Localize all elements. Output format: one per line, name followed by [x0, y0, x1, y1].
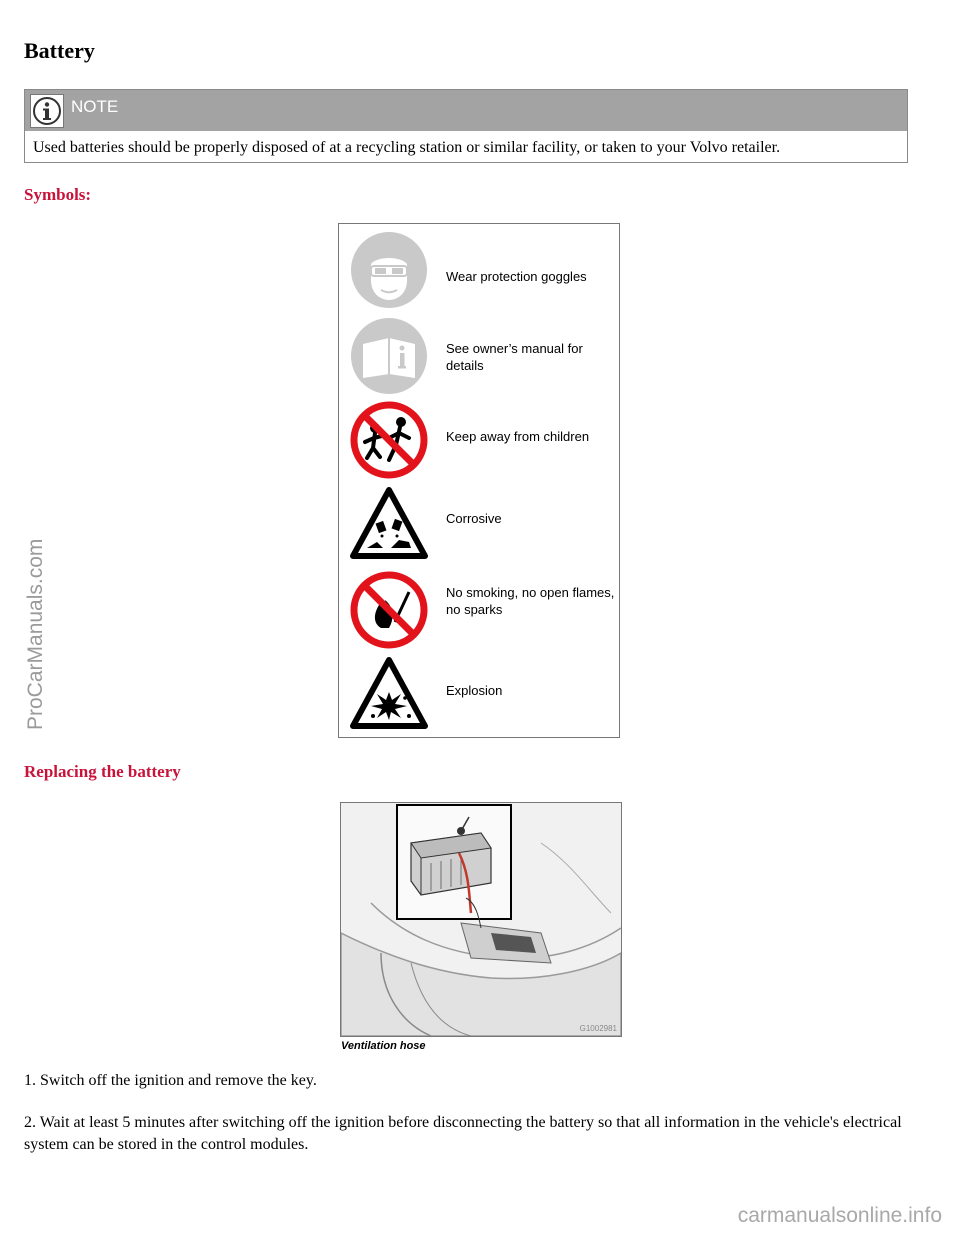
note-header	[25, 90, 907, 131]
symbol-row-goggles	[339, 226, 619, 310]
no-children-icon	[349, 400, 429, 480]
page-title: Battery	[24, 38, 95, 63]
symbol-label: Explosion	[446, 683, 503, 698]
battery-compartment-drawing	[341, 803, 621, 1036]
explosion-icon	[349, 654, 429, 734]
goggles-icon	[349, 230, 429, 310]
watermark-procarmanuals: ProCarManuals.com	[24, 538, 47, 730]
symbol-row-explosion	[339, 650, 619, 734]
note-label: NOTE	[71, 97, 119, 116]
symbol-label: Corrosive	[446, 511, 502, 526]
watermark-carmanualsonline: carmanualsonline.info	[737, 1204, 942, 1227]
corrosive-icon	[349, 484, 429, 564]
note-text: Used batteries should be properly disposed of at a recycling station or similar facility, or taken to your Volvo retailer.	[33, 139, 781, 156]
symbol-row-manual	[339, 312, 619, 396]
symbol-label: Keep away from children	[446, 429, 590, 444]
figure-code: G1002981	[579, 1024, 617, 1033]
symbol-label: See owner’s manual for details	[446, 341, 583, 373]
symbol-label: Wear protection goggles	[446, 269, 587, 284]
no-smoking-icon	[349, 570, 429, 650]
manual-icon	[349, 316, 429, 396]
step-2: 2. Wait at least 5 minutes after switching off the ignition before disconnecting the battery so that all information in the vehicle's electrical system can be stored in the control modules.	[24, 1114, 902, 1153]
symbol-row-children	[339, 396, 619, 480]
info-icon	[30, 94, 64, 128]
symbol-row-no-smoking	[339, 566, 619, 650]
symbols-heading: Symbols:	[24, 185, 92, 204]
figure-caption: Ventilation hose	[341, 1040, 426, 1052]
note-box	[24, 89, 908, 163]
battery-illustration	[340, 802, 622, 1037]
symbol-label: No smoking, no open flames, no sparks	[446, 585, 615, 617]
symbols-figure	[338, 223, 620, 738]
symbol-row-corrosive	[339, 480, 619, 564]
replacing-heading: Replacing the battery	[24, 762, 181, 781]
step-1: 1. Switch off the ignition and remove the key.	[24, 1072, 317, 1089]
